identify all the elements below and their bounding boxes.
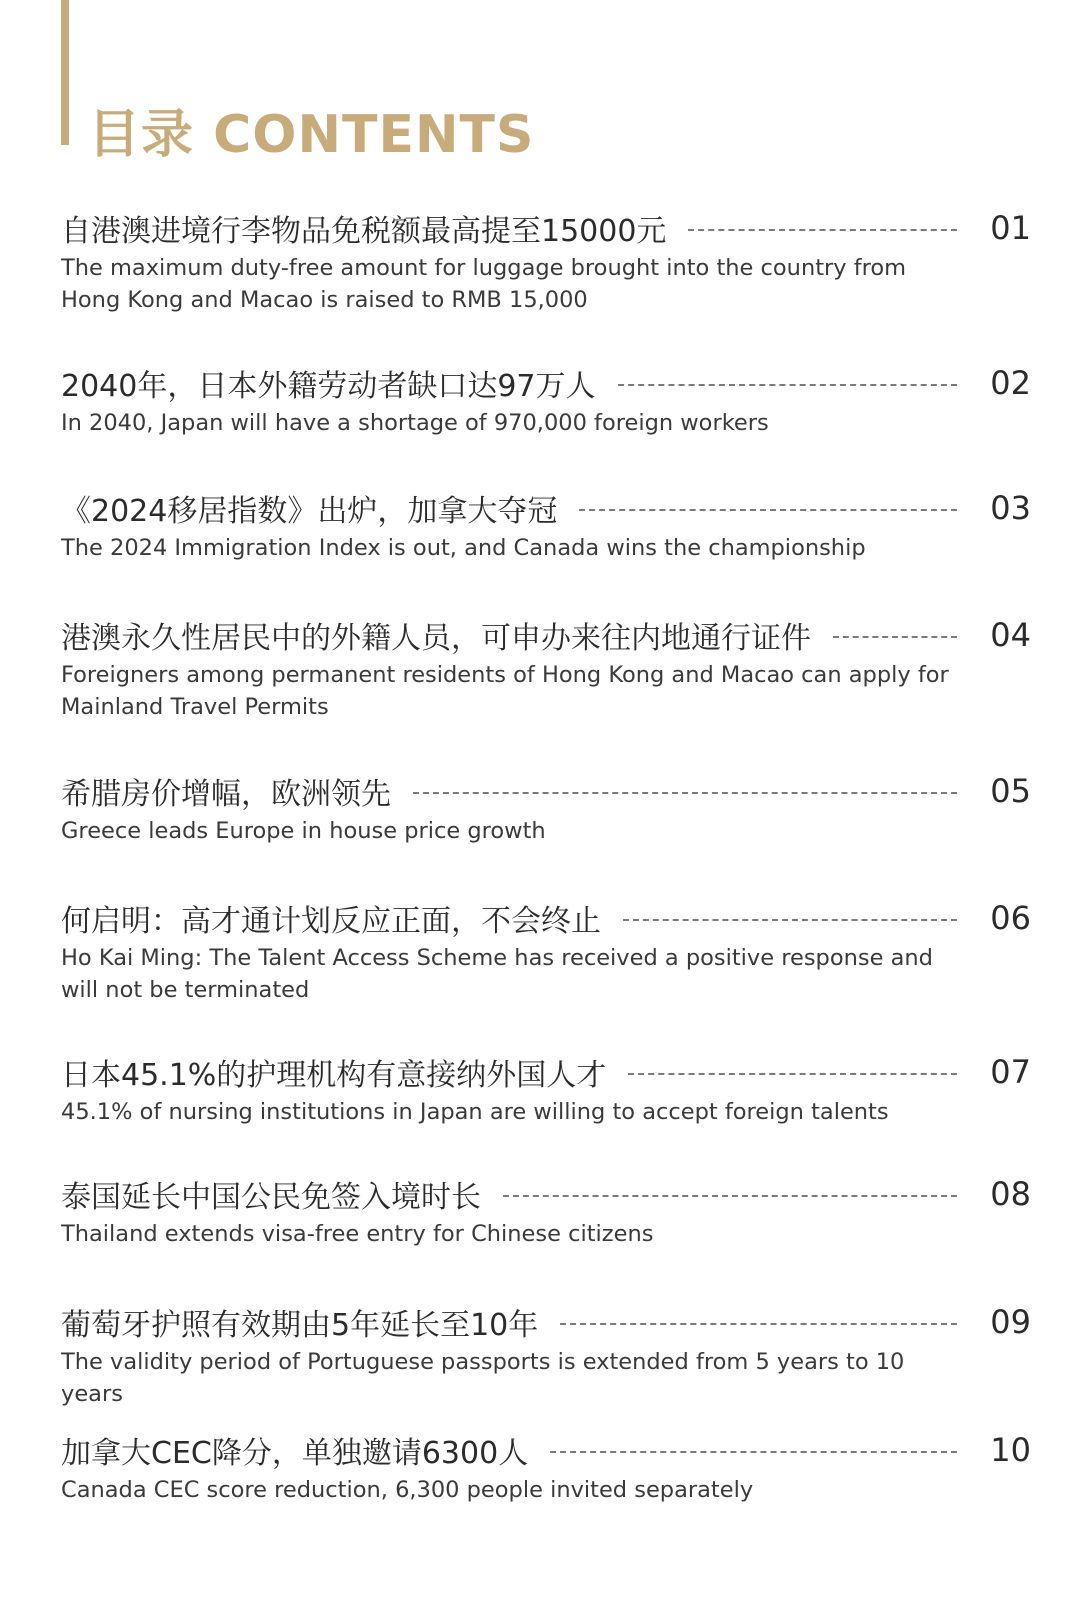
toc-title-zh: 泰国延长中国公民免签入境时长 — [61, 1180, 481, 1215]
toc-page-number: 09 — [990, 1303, 1031, 1341]
toc-title-en: In 2040, Japan will have a shortage of 970,000 foreign workers — [61, 410, 769, 436]
toc-title-zh: 加拿大CEC降分，单独邀请6300人 — [61, 1436, 529, 1471]
toc-entry-06[interactable] — [61, 898, 1031, 1006]
toc-title-en: The validity period of Portuguese passports is extended from 5 years to 10 years — [61, 1349, 905, 1407]
dotted-leader — [688, 229, 957, 231]
toc-entry-05[interactable] — [61, 771, 1031, 847]
dotted-leader — [833, 636, 957, 638]
toc-entry-head — [61, 898, 1031, 938]
toc-entry-head — [61, 1174, 1031, 1214]
toc-entry-01[interactable] — [61, 208, 1031, 316]
toc-title-zh: 2040年，日本外籍劳动者缺口达97万人 — [61, 369, 596, 404]
toc-title-zh: 何启明：高才通计划反应正面，不会终止 — [61, 904, 601, 939]
toc-entry-head — [61, 1430, 1031, 1470]
toc-entry-head — [61, 1302, 1031, 1342]
toc-title-en: Ho Kai Ming: The Talent Access Scheme has received a positive response and will not be terminated — [61, 945, 933, 1003]
toc-title-zh: 希腊房价增幅，欧洲领先 — [61, 777, 391, 812]
toc-entry-head — [61, 488, 1031, 528]
toc-entry-10[interactable] — [61, 1430, 1031, 1506]
toc-entry-head — [61, 363, 1031, 403]
toc-page-number: 08 — [990, 1175, 1031, 1213]
toc-title-zh: 《2024移居指数》出炉，加拿大夺冠 — [61, 494, 558, 529]
toc-entry-head — [61, 771, 1031, 811]
toc-page-number: 02 — [990, 364, 1031, 402]
toc-entry-07[interactable] — [61, 1052, 1031, 1128]
dotted-leader — [628, 1073, 957, 1075]
toc-title-zh: 自港澳进境行李物品免税额最高提至15000元 — [61, 214, 667, 249]
toc-entry-head — [61, 1052, 1031, 1092]
dotted-leader — [413, 792, 957, 794]
dotted-leader — [503, 1195, 957, 1197]
toc-page-number: 10 — [990, 1431, 1031, 1469]
toc-title-en: 45.1% of nursing institutions in Japan are willing to accept foreign talents — [61, 1099, 889, 1125]
page-title: 目录 CONTENTS — [88, 105, 535, 165]
toc-title-en: The maximum duty-free amount for luggage brought into the country from Hong Kong and Macao is raised to RMB 15,000 — [61, 255, 907, 313]
toc-page-number: 03 — [990, 489, 1031, 527]
toc-title-en: Canada CEC score reduction, 6,300 people invited separately — [61, 1477, 754, 1503]
toc-title-en: The 2024 Immigration Index is out, and Canada wins the championship — [61, 535, 866, 561]
toc-title-en: Greece leads Europe in house price growth — [61, 818, 546, 844]
toc-entry-02[interactable] — [61, 363, 1031, 439]
toc-page-number: 04 — [990, 616, 1031, 654]
dotted-leader — [579, 509, 957, 511]
toc-page-number: 05 — [990, 772, 1031, 810]
toc-title-en: Foreigners among permanent residents of Hong Kong and Macao can apply for Mainland Travel Permits — [61, 662, 949, 720]
dotted-leader — [550, 1451, 957, 1453]
dotted-leader — [618, 384, 957, 386]
toc-title-en: Thailand extends visa-free entry for Chinese citizens — [61, 1221, 654, 1247]
toc-title-zh: 葡萄牙护照有效期由5年延长至10年 — [61, 1308, 539, 1343]
toc-entry-08[interactable] — [61, 1174, 1031, 1250]
toc-entry-03[interactable] — [61, 488, 1031, 564]
toc-title-zh: 港澳永久性居民中的外籍人员，可申办来往内地通行证件 — [61, 621, 811, 656]
toc-page-number: 07 — [990, 1053, 1031, 1091]
toc-entry-04[interactable] — [61, 615, 1031, 723]
toc-page-number: 01 — [990, 209, 1031, 247]
dotted-leader — [623, 919, 957, 921]
dotted-leader — [560, 1323, 957, 1325]
toc-entry-head — [61, 615, 1031, 655]
toc-entry-head — [61, 208, 1031, 248]
toc-page-number: 06 — [990, 899, 1031, 937]
toc-entry-09[interactable] — [61, 1302, 1031, 1410]
toc-title-zh: 日本45.1%的护理机构有意接纳外国人才 — [61, 1058, 607, 1093]
